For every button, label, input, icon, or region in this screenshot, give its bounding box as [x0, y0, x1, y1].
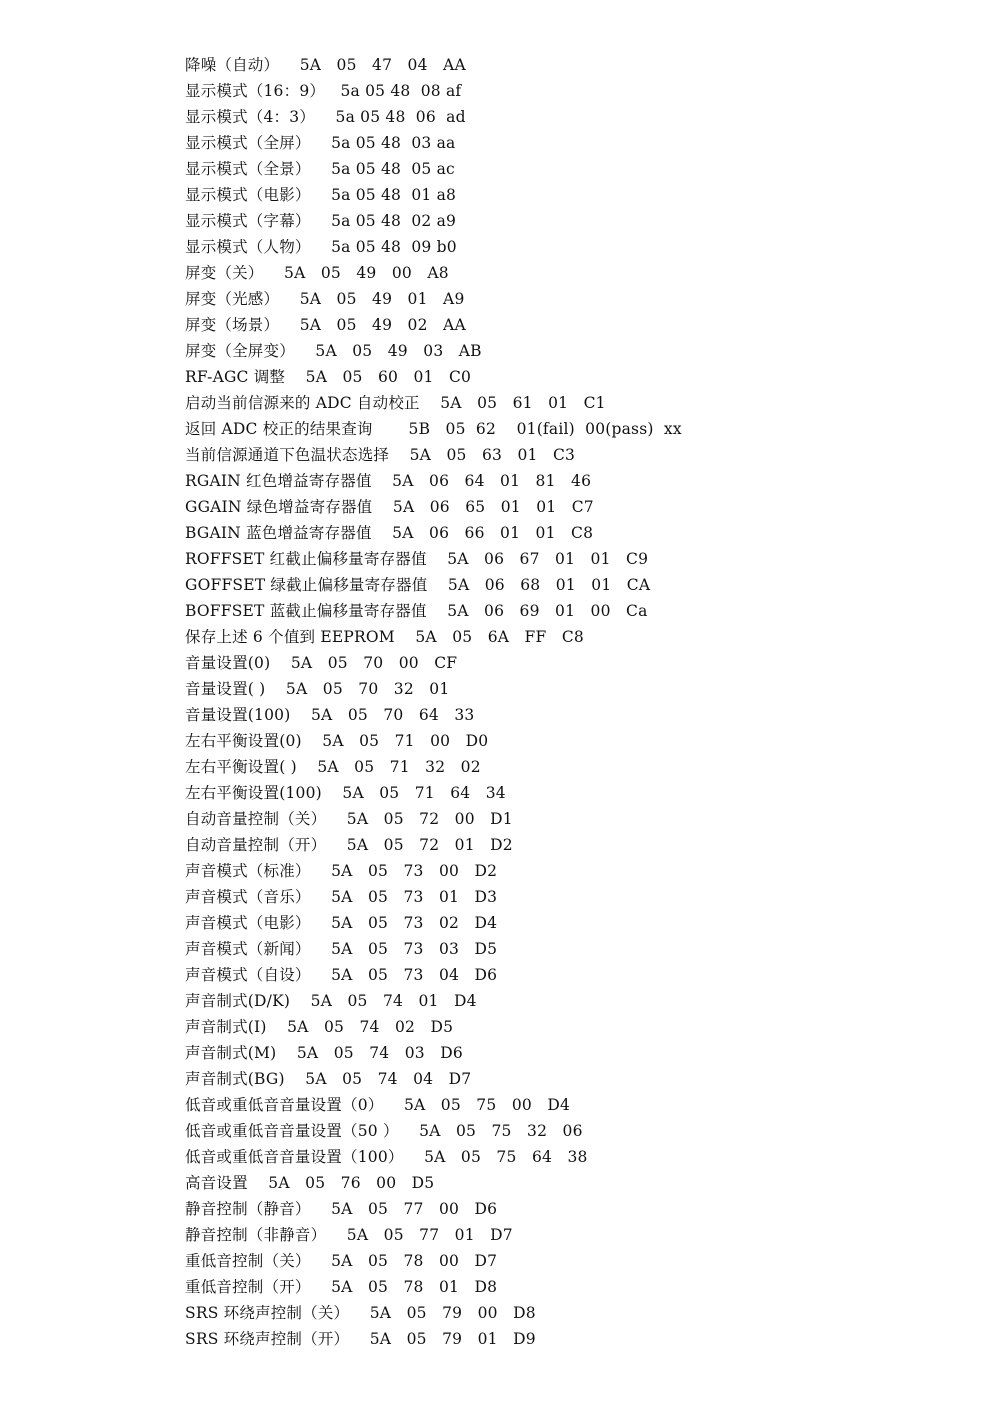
command-line: 显示模式（全景） 5a 05 48 05 ac [185, 160, 455, 178]
command-list [185, 52, 965, 1352]
command-line: 左右平衡设置(0) 5A 05 71 00 D0 [185, 732, 489, 750]
command-line: 低音或重低音音量设置（50 ） 5A 05 75 32 06 [185, 1122, 583, 1140]
command-line: 声音模式（音乐） 5A 05 73 01 D3 [185, 888, 498, 906]
command-line: 声音模式（电影） 5A 05 73 02 D4 [185, 914, 498, 932]
command-line: 声音制式(M) 5A 05 74 03 D6 [185, 1044, 463, 1062]
command-line: 静音控制（静音） 5A 05 77 00 D6 [185, 1200, 498, 1218]
command-line: GOFFSET 绿截止偏移量寄存器值 5A 06 68 01 01 CA [185, 576, 651, 594]
command-line: 声音制式(BG) 5A 05 74 04 D7 [185, 1070, 472, 1088]
command-line: 屏变（光感） 5A 05 49 01 A9 [185, 290, 465, 308]
command-line: 重低音控制（开） 5A 05 78 01 D8 [185, 1278, 498, 1296]
command-line: 当前信源通道下色温状态选择 5A 05 63 01 C3 [185, 446, 576, 464]
command-line: 降噪（自动） 5A 05 47 04 AA [185, 56, 466, 74]
command-line: 高音设置 5A 05 76 00 D5 [185, 1174, 435, 1192]
command-line: 低音或重低音音量设置（0） 5A 05 75 00 D4 [185, 1096, 571, 1114]
command-line: 显示模式（4：3） 5a 05 48 06 ad [185, 108, 466, 126]
command-line: 屏变（关） 5A 05 49 00 A8 [185, 264, 449, 282]
command-line: 左右平衡设置(100) 5A 05 71 64 34 [185, 784, 506, 802]
command-line: RGAIN 红色增益寄存器值 5A 06 64 01 81 46 [185, 472, 592, 490]
command-line: 重低音控制（关） 5A 05 78 00 D7 [185, 1252, 498, 1270]
command-line: 保存上述 6 个值到 EEPROM 5A 05 6A FF C8 [185, 628, 584, 646]
command-line: 音量设置( ) 5A 05 70 32 01 [185, 680, 450, 698]
command-line: 显示模式（电影） 5a 05 48 01 a8 [185, 186, 457, 204]
command-line: 声音制式(D/K) 5A 05 74 01 D4 [185, 992, 477, 1010]
command-line: 低音或重低音音量设置（100） 5A 05 75 64 38 [185, 1148, 588, 1166]
command-line: SRS 环绕声控制（开） 5A 05 79 01 D9 [185, 1330, 536, 1348]
command-line: BOFFSET 蓝截止偏移量寄存器值 5A 06 69 01 00 Ca [185, 602, 648, 620]
command-line: 启动当前信源来的 ADC 自动校正 5A 05 61 01 C1 [185, 394, 606, 412]
command-line: 声音制式(I) 5A 05 74 02 D5 [185, 1018, 454, 1036]
command-line: 自动音量控制（关） 5A 05 72 00 D1 [185, 810, 513, 828]
command-line: 静音控制（非静音） 5A 05 77 01 D7 [185, 1226, 513, 1244]
command-line: 返回 ADC 校正的结果查询 5B 05 62 01(fail) 00(pass) xx [185, 420, 682, 438]
command-line: 自动音量控制（开） 5A 05 72 01 D2 [185, 836, 513, 854]
command-line: GGAIN 绿色增益寄存器值 5A 06 65 01 01 C7 [185, 498, 594, 516]
command-line: 显示模式（人物） 5a 05 48 09 b0 [185, 238, 457, 256]
command-line: RF-AGC 调整 5A 05 60 01 C0 [185, 368, 472, 386]
command-line: 声音模式（自设） 5A 05 73 04 D6 [185, 966, 498, 984]
command-line: 显示模式（全屏） 5a 05 48 03 aa [185, 134, 456, 152]
command-line: 音量设置(0) 5A 05 70 00 CF [185, 654, 458, 672]
command-line: 屏变（场景） 5A 05 49 02 AA [185, 316, 466, 334]
command-line: ROFFSET 红截止偏移量寄存器值 5A 06 67 01 01 C9 [185, 550, 649, 568]
command-line: 显示模式（字幕） 5a 05 48 02 a9 [185, 212, 457, 230]
command-line: BGAIN 蓝色增益寄存器值 5A 06 66 01 01 C8 [185, 524, 594, 542]
command-line: 显示模式（16：9） 5a 05 48 08 af [185, 82, 462, 100]
command-line: 声音模式（新闻） 5A 05 73 03 D5 [185, 940, 498, 958]
command-line: 声音模式（标准） 5A 05 73 00 D2 [185, 862, 498, 880]
command-line: 音量设置(100) 5A 05 70 64 33 [185, 706, 475, 724]
command-line: 左右平衡设置( ) 5A 05 71 32 02 [185, 758, 481, 776]
command-line: 屏变（全屏变） 5A 05 49 03 AB [185, 342, 482, 360]
command-line: SRS 环绕声控制（关） 5A 05 79 00 D8 [185, 1304, 536, 1322]
